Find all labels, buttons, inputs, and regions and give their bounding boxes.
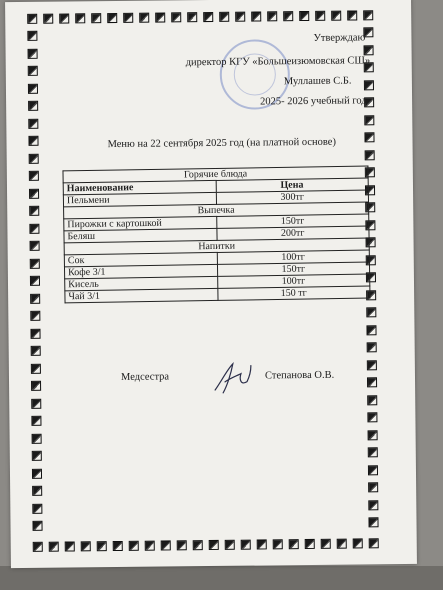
border-square-icon xyxy=(209,540,219,550)
border-square-icon xyxy=(251,11,261,21)
border-square-icon xyxy=(368,447,378,457)
section-title: Выпечка xyxy=(64,202,369,219)
border-square-icon xyxy=(59,13,69,23)
border-square-icon xyxy=(27,14,37,24)
signature-icon xyxy=(211,360,255,396)
border-square-icon xyxy=(30,258,40,268)
border-square-icon xyxy=(305,539,315,549)
border-square-icon xyxy=(367,412,377,422)
item-price: 100тг xyxy=(217,274,370,288)
border-square-icon xyxy=(368,465,378,475)
menu-table xyxy=(62,166,370,304)
border-square-icon xyxy=(29,153,39,163)
border-square-icon xyxy=(368,517,378,527)
border-square-icon xyxy=(31,346,41,356)
item-name: Пельмени xyxy=(63,192,216,206)
border-square-icon xyxy=(29,171,39,181)
item-price: 150тг xyxy=(217,262,370,276)
border-square-icon xyxy=(364,80,374,90)
menu-document xyxy=(5,0,417,568)
border-square-icon xyxy=(235,12,245,22)
section-title: Горячие блюда xyxy=(63,166,368,183)
border-square-icon xyxy=(97,541,107,551)
border-square-icon xyxy=(27,31,37,41)
border-square-icon xyxy=(177,540,187,550)
border-square-icon xyxy=(331,11,341,21)
border-square-icon xyxy=(365,150,375,160)
border-square-icon xyxy=(368,500,378,510)
menu-title: Меню на 22 сентября 2025 год (на платной основе) xyxy=(107,136,336,151)
border-square-icon xyxy=(273,539,283,549)
border-square-icon xyxy=(33,542,43,552)
border-square-icon xyxy=(65,541,75,551)
item-price: 100тг xyxy=(217,250,370,264)
border-square-icon xyxy=(187,12,197,22)
border-square-icon xyxy=(364,45,374,55)
item-price: 300тг xyxy=(216,190,369,204)
border-square-icon xyxy=(289,539,299,549)
border-square-icon xyxy=(367,360,377,370)
border-square-icon xyxy=(31,416,41,426)
border-square-icon xyxy=(203,12,213,22)
border-square-icon xyxy=(30,328,40,338)
border-square-icon xyxy=(32,468,42,478)
border-square-icon xyxy=(32,503,42,513)
approval-line-4: 2025- 2026 учебный год xyxy=(260,95,367,108)
border-square-icon xyxy=(366,307,376,317)
item-name: Беляш xyxy=(64,228,217,242)
border-square-icon xyxy=(129,541,139,551)
border-square-icon xyxy=(368,482,378,492)
border-square-icon xyxy=(32,486,42,496)
item-name: Кисель xyxy=(65,276,218,290)
border-square-icon xyxy=(31,398,41,408)
border-square-icon xyxy=(299,11,309,21)
border-square-icon xyxy=(29,188,39,198)
border-square-icon xyxy=(353,538,363,548)
border-square-icon xyxy=(367,395,377,405)
border-square-icon xyxy=(28,136,38,146)
border-square-icon xyxy=(219,12,229,22)
border-square-icon xyxy=(364,132,374,142)
border-square-icon xyxy=(91,13,101,23)
item-price: 150тг xyxy=(216,214,369,228)
border-square-icon xyxy=(28,83,38,93)
border-square-icon xyxy=(171,12,181,22)
border-square-icon xyxy=(75,13,85,23)
column-header-name: Наименование xyxy=(63,180,216,194)
border-bottom xyxy=(33,538,379,552)
border-square-icon xyxy=(28,66,38,76)
border-square-icon xyxy=(30,276,40,286)
approval-line-3: Муллашев С.Б. xyxy=(283,75,352,88)
border-square-icon xyxy=(161,540,171,550)
border-top xyxy=(27,10,373,24)
border-square-icon xyxy=(31,363,41,373)
border-square-icon xyxy=(81,541,91,551)
border-square-icon xyxy=(367,377,377,387)
border-square-icon xyxy=(32,521,42,531)
border-square-icon xyxy=(29,223,39,233)
border-square-icon xyxy=(368,430,378,440)
border-square-icon xyxy=(31,381,41,391)
border-square-icon xyxy=(267,11,277,21)
footer-signer: Степанова О.В. xyxy=(264,369,335,382)
item-price: 150 тг xyxy=(217,286,370,300)
border-square-icon xyxy=(113,541,123,551)
column-header-price: Цена xyxy=(216,178,369,192)
border-square-icon xyxy=(145,541,155,551)
border-square-icon xyxy=(155,12,165,22)
border-square-icon xyxy=(257,539,267,549)
footer-role: Медсестра xyxy=(120,371,170,383)
border-square-icon xyxy=(123,13,133,23)
border-square-icon xyxy=(367,342,377,352)
border-square-icon xyxy=(369,538,379,548)
border-square-icon xyxy=(107,13,117,23)
item-price: 200тг xyxy=(216,226,369,240)
section-title: Напитки xyxy=(64,238,369,255)
item-name: Пирожки с картошкой xyxy=(64,216,217,230)
border-square-icon xyxy=(32,433,42,443)
border-square-icon xyxy=(32,451,42,461)
border-square-icon xyxy=(30,241,40,251)
border-left xyxy=(27,31,42,531)
border-square-icon xyxy=(49,542,59,552)
border-square-icon xyxy=(241,540,251,550)
border-square-icon xyxy=(225,540,235,550)
border-square-icon xyxy=(28,48,38,58)
item-name: Кофе 3/1 xyxy=(64,264,217,278)
border-square-icon xyxy=(283,11,293,21)
border-square-icon xyxy=(43,14,53,24)
approval-line-2: директор КГУ «Большеизюмовская СШ» xyxy=(185,55,371,69)
item-name: Чай 3/1 xyxy=(65,288,218,302)
item-name: Сок xyxy=(64,252,217,266)
border-square-icon xyxy=(28,118,38,128)
border-square-icon xyxy=(29,206,39,216)
border-square-icon xyxy=(363,10,373,20)
border-square-icon xyxy=(315,11,325,21)
border-square-icon xyxy=(364,115,374,125)
border-square-icon xyxy=(193,540,203,550)
border-square-icon xyxy=(30,293,40,303)
border-square-icon xyxy=(28,101,38,111)
border-square-icon xyxy=(347,10,357,20)
approval-line-1: Утверждаю xyxy=(313,32,366,44)
border-square-icon xyxy=(30,311,40,321)
desk-background xyxy=(0,566,443,590)
border-square-icon xyxy=(366,325,376,335)
border-square-icon xyxy=(139,13,149,23)
border-square-icon xyxy=(321,539,331,549)
border-square-icon xyxy=(337,539,347,549)
